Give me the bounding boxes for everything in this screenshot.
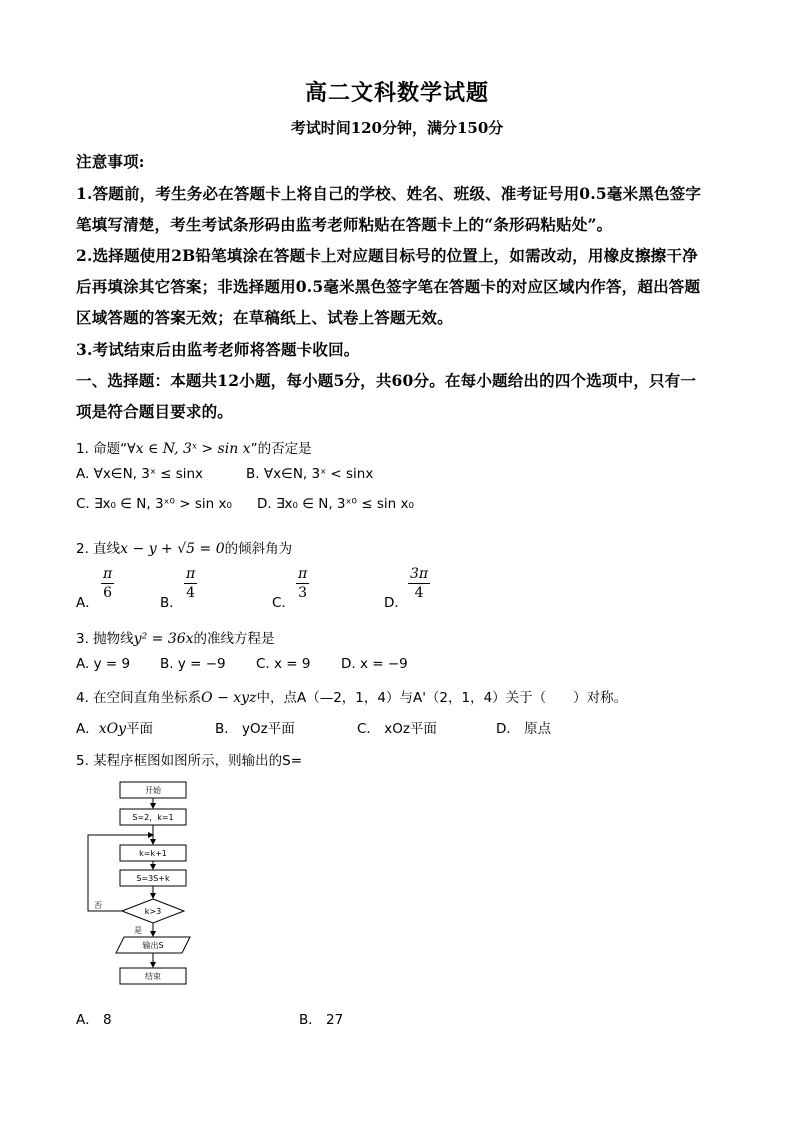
q1-prefix: 1. 命题“	[76, 441, 128, 457]
flow-init-text: S=2，k=1	[132, 813, 174, 822]
q3-suffix: 的准线方程是	[193, 631, 275, 647]
q5-option-a: A． 8	[76, 1012, 112, 1028]
q4-coordinate-system: O − xyz	[201, 690, 257, 706]
q1-option-b: B. ∀x∈N, 3ˣ < sinx	[246, 466, 374, 482]
q2-option-c-fraction	[296, 565, 309, 602]
q1-proposition: ∀x ∈ N, 3ˣ > sin x	[127, 441, 251, 457]
q2-option-d-label: D．	[384, 595, 408, 611]
q2-expression: x − y + √5 = 0	[120, 541, 225, 557]
flow-output-text: 输出S	[142, 941, 164, 950]
q2-option-a-fraction	[101, 565, 114, 602]
q3-expression: y² = 36x	[133, 631, 194, 647]
q2-option-c-label: C．	[272, 595, 295, 611]
exam-title: 高二文科数学试题	[304, 80, 489, 106]
q2-option-c-den: 3	[298, 585, 308, 601]
q4-option-a-suffix: 平面	[126, 721, 154, 737]
question-4	[76, 686, 627, 706]
q2-prefix: 2. 直线	[76, 541, 121, 557]
q2-option-a-den: 6	[103, 585, 113, 601]
q2-option-b-fraction	[184, 565, 197, 602]
q3-option-a: A. y = 9	[76, 656, 131, 672]
note-2-line-2: 后再填涂其它答案；非选择题用0.5毫米黑色签字笔在答题卡的对应区域内作答，超出答题	[76, 277, 701, 296]
flow-no-label: 否	[94, 901, 102, 910]
q4-option-a-label: A．	[76, 721, 99, 737]
q2-option-b-label: B．	[160, 595, 183, 611]
q4-option-c: C． xOz平面	[357, 721, 437, 737]
q2-option-d-fraction	[408, 565, 430, 602]
q2-option-d-den: 4	[414, 585, 424, 601]
q3-prefix: 3. 抛物线	[76, 631, 134, 647]
note-1-line-2: 笔填写清楚，考生考试条形码由监考老师粘贴在答题卡上的“条形码粘贴处”。	[76, 215, 613, 234]
note-1-line-1: 1.答题前，考生务必在答题卡上将自己的学校、姓名、班级、准考证号用0.5毫米黑色签字	[76, 184, 702, 203]
program-flowchart	[84, 778, 204, 990]
flow-step1-text: k=k+1	[139, 849, 167, 858]
question-5: 5. 某程序框图如图所示，则输出的S=	[76, 753, 303, 769]
section-1-line-2: 项是符合题目要求的。	[76, 402, 234, 421]
q2-option-c-num: π	[298, 566, 308, 582]
flow-decision-text: k>3	[144, 907, 162, 916]
q2-option-d-num: 3π	[410, 566, 429, 582]
notes-heading: 注意事项:	[76, 152, 145, 171]
q2-option-b-num: π	[186, 566, 196, 582]
question-3	[76, 627, 275, 647]
exam-subtitle: 考试时间120分钟，满分150分	[290, 119, 504, 137]
q1-option-a: A. ∀x∈N, 3ˣ ≤ sinx	[76, 466, 204, 482]
q2-option-a-num: π	[103, 566, 113, 582]
q3-option-c: C. x = 9	[256, 656, 311, 672]
section-1-line-1: 一、选择题：本题共12小题，每小题5分，共60分。在每小题给出的四个选项中，只有一	[76, 371, 697, 390]
q4-prefix: 4. 在空间直角坐标系	[76, 690, 202, 706]
question-2	[76, 537, 292, 557]
q2-option-b-den: 4	[186, 585, 196, 601]
question-1	[76, 437, 312, 457]
q4-option-a-math: xOy	[98, 721, 127, 737]
note-2-line-1: 2.选择题使用2B铅笔填涂在答题卡上对应题目标号的位置上，如需改动，用橡皮擦擦干净	[76, 246, 698, 265]
q4-option-b: B． yOz平面	[215, 721, 295, 737]
q3-option-b: B. y = −9	[160, 656, 226, 672]
q3-option-d: D. x = −9	[341, 656, 408, 672]
flow-end-text: 结束	[145, 972, 161, 981]
q1-suffix: ”的否定是	[250, 441, 312, 457]
q4-suffix: 中，点A（—2，1，4）与A'（2，1，4）关于（ ）对称。	[256, 690, 628, 706]
q4-option-d: D． 原点	[496, 721, 552, 737]
q1-option-d: D. ∃x₀ ∈ N, 3ˣ⁰ ≤ sin x₀	[257, 496, 414, 512]
q2-suffix: 的倾斜角为	[224, 541, 293, 557]
q1-option-c: C. ∃x₀ ∈ N, 3ˣ⁰ > sin x₀	[76, 496, 232, 512]
q5-option-b: B． 27	[299, 1012, 344, 1028]
note-2-line-3: 区域答题的答案无效；在草稿纸上、试卷上答题无效。	[76, 308, 453, 327]
q2-option-a-label: A．	[76, 595, 99, 611]
q4-option-a	[76, 717, 153, 737]
flow-step2-text: S=3S+k	[136, 874, 170, 883]
flow-start-text: 开始	[145, 786, 161, 795]
flow-yes-label: 是	[134, 926, 142, 935]
note-3: 3.考试结束后由监考老师将答题卡收回。	[76, 340, 360, 359]
